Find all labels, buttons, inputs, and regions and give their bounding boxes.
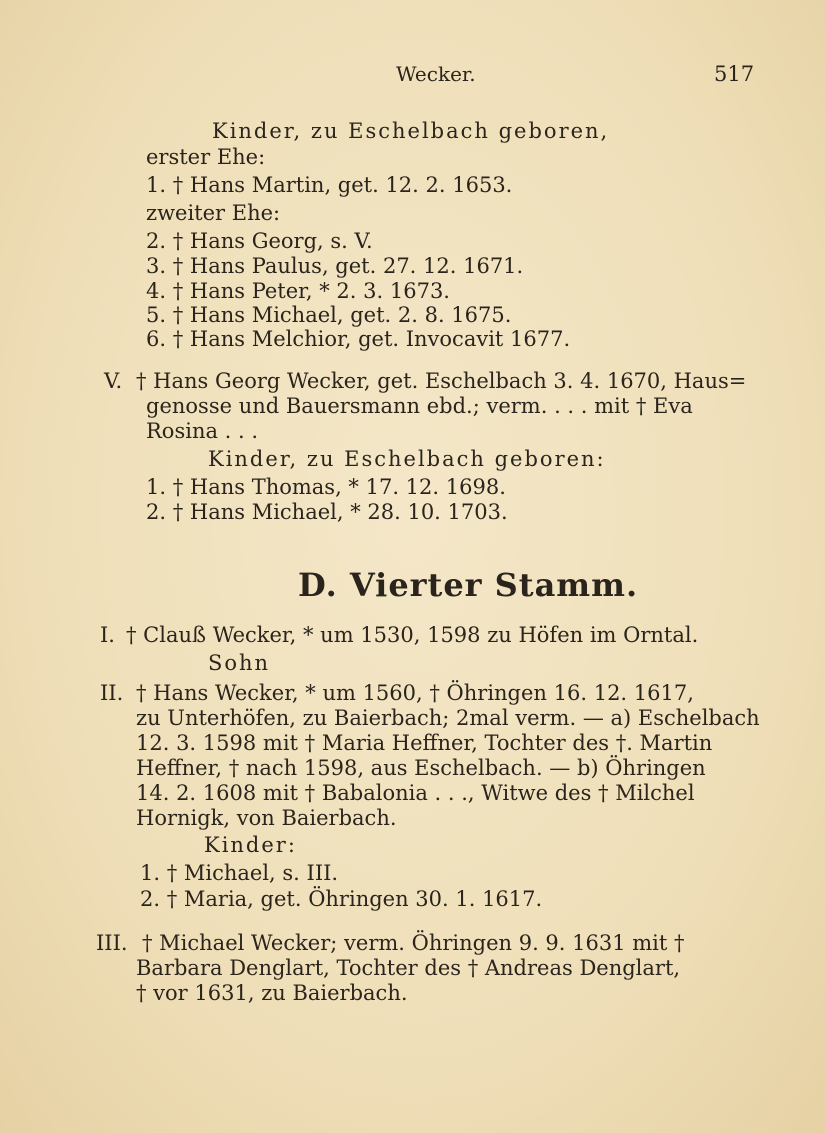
son-label: Sohn	[208, 651, 271, 675]
entry-text: † Hans Georg Wecker, get. Eschelbach 3. 4. 1670, Haus=	[136, 369, 747, 393]
entry-numeral: III.	[96, 931, 128, 955]
child-entry: 1. † Hans Martin, get. 12. 2. 1653.	[146, 173, 513, 197]
entry-numeral: I.	[100, 623, 115, 647]
child-entry: 1. † Hans Thomas, * 17. 12. 1698.	[146, 475, 506, 499]
children-heading: Kinder, zu Eschelbach geboren,	[212, 119, 610, 143]
marriage-label: zweiter Ehe:	[146, 201, 281, 225]
child-entry: 5. † Hans Michael, get. 2. 8. 1675.	[146, 303, 512, 327]
marriage-label: erster Ehe:	[146, 145, 266, 169]
entry-text: 14. 2. 1608 mit † Babalonia . . ., Witwe des † Milchel	[136, 781, 695, 805]
child-entry: 4. † Hans Peter, * 2. 3. 1673.	[146, 279, 450, 303]
entry-text: † Hans Wecker, * um 1560, † Öhringen 16. 12. 1617,	[136, 681, 694, 705]
child-entry: 1. † Michael, s. III.	[140, 861, 339, 885]
section-heading: D. Vierter Stamm.	[298, 566, 639, 604]
child-entry: 6. † Hans Melchior, get. Invocavit 1677.	[146, 327, 571, 351]
child-entry: 3. † Hans Paulus, get. 27. 12. 1671.	[146, 254, 524, 278]
child-entry: 2. † Hans Georg, s. V.	[146, 229, 373, 253]
entry-numeral: II.	[100, 681, 124, 705]
entry-text: genosse und Bauersmann ebd.; verm. . . . mit † Eva	[146, 394, 693, 418]
entry-text: 12. 3. 1598 mit † Maria Heffner, Tochter des †. Martin	[136, 731, 713, 755]
entry-text: Heffner, † nach 1598, aus Eschelbach. — b) Öhringen	[136, 756, 706, 780]
child-entry: 2. † Maria, get. Öhringen 30. 1. 1617.	[140, 887, 543, 911]
entry-text: † Clauß Wecker, * um 1530, 1598 zu Höfen im Orntal.	[126, 623, 699, 647]
page-number: 517	[714, 62, 755, 86]
entry-text: Hornigk, von Baierbach.	[136, 806, 397, 830]
running-header: Wecker.	[396, 62, 476, 86]
children-heading: Kinder:	[204, 833, 297, 857]
entry-text: Barbara Denglart, Tochter des † Andreas Denglart,	[136, 956, 681, 980]
entry-numeral: V.	[104, 369, 123, 393]
entry-text: † vor 1631, zu Baierbach.	[136, 981, 408, 1005]
entry-text: † Michael Wecker; verm. Öhringen 9. 9. 1631 mit †	[142, 931, 685, 955]
entry-text: Rosina . . .	[146, 419, 259, 443]
entry-text: zu Unterhöfen, zu Baierbach; 2mal verm. — a) Eschelbach	[136, 706, 760, 730]
children-heading: Kinder, zu Eschelbach geboren:	[208, 447, 606, 471]
child-entry: 2. † Hans Michael, * 28. 10. 1703.	[146, 500, 508, 524]
